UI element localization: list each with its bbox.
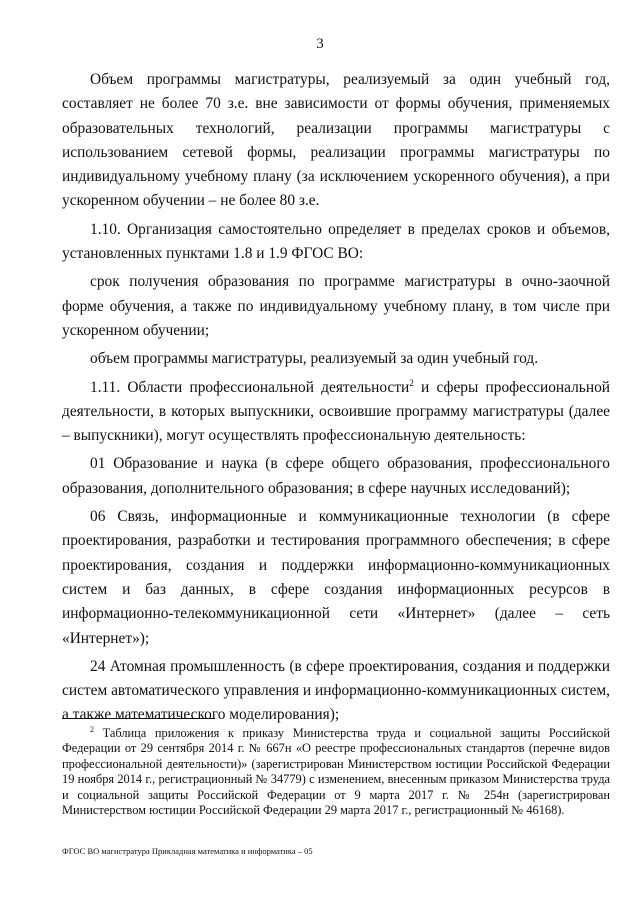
area-education-science: 01 Образование и наука (в сфере общего образования, профессионального образования, дополнительного образования; в сфере научных исследований); — [62, 455, 610, 497]
footnote-separator — [62, 718, 215, 719]
footnote — [62, 726, 610, 818]
paragraph-volume-per-year: Объем программы магистратуры, реализуемый за один учебный год, составляет не более 70 з.е. вне зависимости от формы обучения, применяемых образовательных технологий, реализации программы магистратуры с использованием сетевой формы, реализации программы магистратуры по индивидуальному учебному плану (за исключением ускоренного обучения), а при ускоренном обучении – не более 80 з.е. — [62, 71, 610, 210]
paragraph-volume-item: объем программы магистратуры, реализуемый за один учебный год. — [90, 350, 539, 368]
page-number: 3 — [316, 36, 324, 52]
footnote-text: Таблица приложения к приказу Министерства труда и социальной защиты Российской Федерации от 29 сентября 2014 г. № 667н «О реестре профессиональных стандартов (перечне видов профессиональной деятельности)» (зарегистрирован Министерством юстиции Российской Федерации 19 ноября 2014 г., регистрационный № 34779) с изменением, внесенным приказом Министерства труда и социальной защиты Российской Федерации от 9 марта 2017 г. № 254н (зарегистрирован Министерством юстиции Российской Федерации 29 марта 2017 г., регистрационный № 46168). — [62, 726, 610, 818]
area-nuclear-industry: 24 Атомная промышленность (в сфере проектирования, создания и поддержки систем автоматического управления и информационно-коммуникационных систем, а также математического моделирования); — [62, 657, 610, 724]
footnote-marker: 2 — [90, 724, 94, 734]
paragraph-1-11-start: 1.11. Области профессиональной деятельности — [90, 378, 410, 396]
page-footer: ФГОС ВО магистратура Прикладная математика и информатика – 05 — [62, 846, 313, 856]
area-ict: 06 Связь, информационные и коммуникационные технологии (в сфере проектирования, разработки и тестирования программного обеспечения; в сфере проектирования, создания и поддержки информационно-коммуникационных систем и баз данных, в сфере создания информационных ресурсов в информационно-телекоммуникационной сети «Интернет» (далее – сеть «Интернет»); — [62, 508, 610, 647]
paragraph-1-11 — [62, 376, 610, 449]
document-body — [62, 68, 610, 732]
paragraph-1-11-end: и сферы профессиональной деятельности, в которых выпускники, освоившие программу магистратуры (далее – выпускники), могут осуществлять профессиональную деятельность: — [62, 378, 610, 445]
paragraph-term-of-study: срок получения образования по программе магистратуры в очно-заочной форме обучения, а также по индивидуальному учебному плану, в том числе при ускоренном обучении; — [62, 273, 610, 339]
footnote-reference: 2 — [409, 377, 414, 388]
paragraph-1-10: 1.10. Организация самостоятельно определяет в пределах сроков и объемов, установленных пунктами 1.8 и 1.9 ФГОС ВО: — [62, 220, 610, 263]
